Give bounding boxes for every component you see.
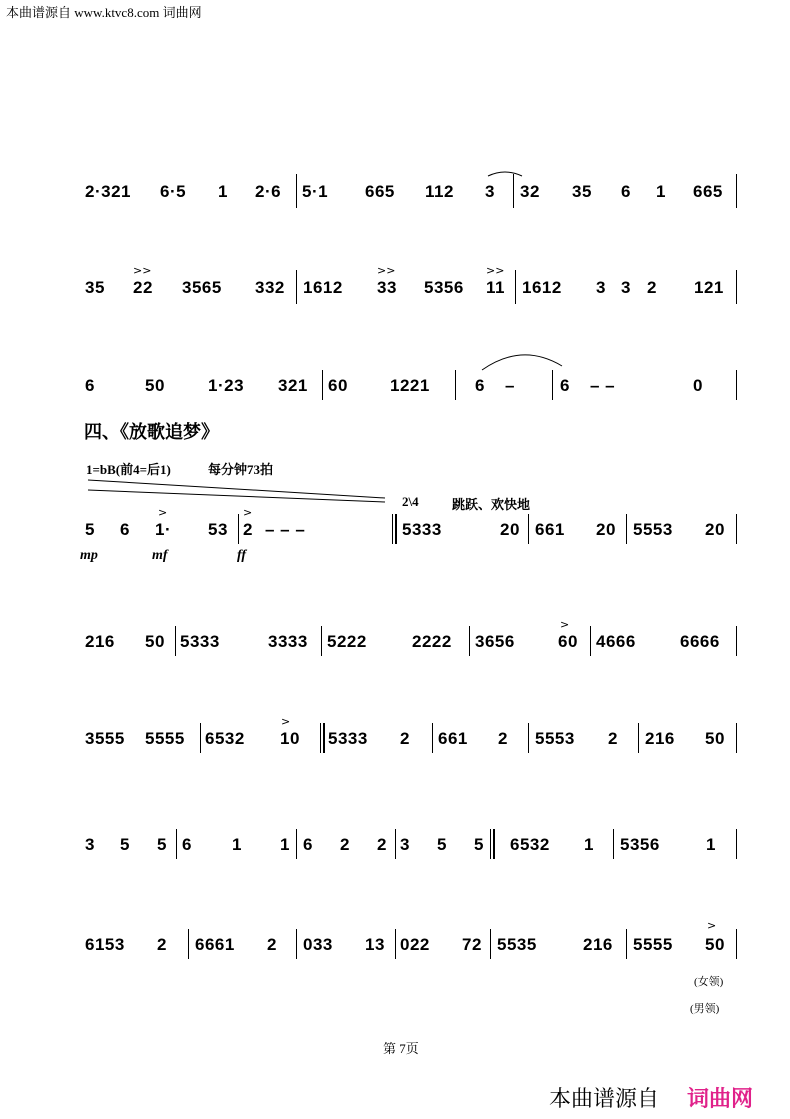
note-group: 20 [500,520,520,539]
note-group: 5 [437,835,447,854]
note-group: 5222 [327,632,367,651]
note-group: 3 [400,835,410,854]
barline [321,626,322,656]
accent-mark: > [560,618,570,631]
note-group: 661 [438,729,468,748]
note-group: 6 [85,376,95,395]
note-group: 50 [705,935,725,954]
note-group: – – [590,376,616,395]
expression-marking: 跳跃、欢快地 [452,497,531,512]
note-group: 72 [462,935,482,954]
note-group: 53 [208,520,228,539]
note-group: 6153 [85,935,125,954]
note-group: 6 [182,835,192,854]
crescendo-line-lower [88,490,385,502]
note-group: 50 [145,632,165,651]
label-male-lead: (男领) [690,1003,720,1015]
note-group: 5 [474,835,484,854]
note-group: 3555 [85,729,125,748]
note-group: 112 [425,182,454,201]
note-group: 2 [400,729,410,748]
note-group: 6532 [205,729,245,748]
repeat-barline [320,723,321,753]
note-group: 11 [486,278,505,297]
note-group: 2 [267,935,277,954]
note-group: 1612 [303,278,343,297]
note-group: 216 [645,729,675,748]
note-group: 6 [475,376,485,395]
note-group: 5555 [633,935,673,954]
page-number: 第 7页 [383,1041,419,1056]
barline [176,829,177,859]
note-group: 5 [120,835,130,854]
barline [590,626,591,656]
note-group: 10 [280,729,300,748]
note-group: 5356 [620,835,660,854]
note-group: 13 [365,935,385,954]
note-group: 32 [520,182,540,201]
note-group: 2 [608,729,618,748]
slur [482,355,562,370]
note-group: 3565 [182,278,222,297]
note-group: 6 [560,376,570,395]
note-group: 35 [85,278,105,297]
note-group: 4666 [596,632,636,651]
note-group: 3656 [475,632,515,651]
note-group: 216 [85,632,115,651]
note-group: 20 [705,520,725,539]
dynamic-mp: mp [80,548,98,563]
note-group: – [505,376,515,395]
note-group: 6 [621,182,631,201]
section-title: 四、《放歌追梦》 [84,422,219,442]
note-group: 1· [155,520,172,539]
barline [626,514,627,544]
note-group: 5333 [180,632,220,651]
note-group: 6532 [510,835,550,854]
note-group: 5535 [497,935,537,954]
note-group: 5 [85,520,95,539]
note-group: 5553 [633,520,673,539]
note-group: 216 [583,935,613,954]
note-group: 5·1 [302,182,329,201]
note-group: 3 [621,278,631,297]
barline [736,723,737,753]
note-group: 2 [157,935,167,954]
note-group: 1 [584,835,594,854]
time-signature: 2\4 [402,494,419,509]
note-group: 33 [377,278,397,297]
crescendo-line-upper [88,480,385,498]
repeat-barline-thick [323,723,325,753]
note-group: 5356 [424,278,464,297]
note-group: 2 [498,729,508,748]
barline [432,723,433,753]
barline [528,723,529,753]
note-group: 1·23 [208,376,245,395]
barline [736,929,737,959]
footer-logo: 词曲网 [687,1086,754,1111]
repeat-barline [392,514,393,544]
note-group: 60 [558,632,578,651]
note-group: 6661 [195,935,235,954]
note-group: 3 [596,278,606,297]
barline [613,829,614,859]
accent-mark: > [281,715,291,728]
note-group: 1612 [522,278,562,297]
tempo-marking: 每分钟73拍 [208,462,274,477]
note-group: 661 [535,520,565,539]
note-group: 1 [656,182,666,201]
note-group: 1 [280,835,290,854]
accent-mark: >> [486,264,505,277]
note-group: 1 [218,182,228,201]
note-group: 50 [145,376,165,395]
note-group: 2 [340,835,350,854]
note-group: – – – [265,520,306,539]
accent-mark: > [158,506,168,519]
note-group: 3 [85,835,95,854]
note-group: 20 [596,520,616,539]
note-group: 3 [485,182,495,201]
note-group: 50 [705,729,725,748]
note-group: 5333 [328,729,368,748]
accent-mark: > [243,506,253,519]
note-group: 3333 [268,632,308,651]
note-group: 022 [400,935,430,954]
label-female-lead: (女领) [694,976,724,988]
note-group: 665 [693,182,723,201]
header-source: 本曲谱源自 www.ktvc8.com 词曲网 [6,5,202,20]
note-group: 6·5 [160,182,187,201]
note-group: 0 [693,376,703,395]
note-group: 2 [377,835,387,854]
barline [638,723,639,753]
note-group: 1 [706,835,716,854]
repeat-barline-thick [493,829,495,859]
dynamic-mf: mf [152,548,168,563]
accent-mark: > [707,919,717,932]
barline [175,626,176,656]
barline [490,929,491,959]
accent-mark: >> [133,264,152,277]
note-group: 35 [572,182,592,201]
note-group: 22 [133,278,153,297]
note-group: 5553 [535,729,575,748]
barline [528,514,529,544]
barline [188,929,189,959]
note-group: 033 [303,935,333,954]
note-group: 5 [157,835,167,854]
note-group: 2222 [412,632,452,651]
note-group: 121 [694,278,724,297]
note-group: 6666 [680,632,720,651]
note-group: 5333 [402,520,442,539]
note-group: 332 [255,278,285,297]
barline [736,514,737,544]
barline [296,929,297,959]
slur [488,172,522,176]
barline [395,829,396,859]
key-signature: 1=bB(前4=后1) [86,462,171,477]
barline [200,723,201,753]
barline [296,829,297,859]
barline [626,929,627,959]
barline [469,626,470,656]
note-group: 5555 [145,729,185,748]
barline [395,929,396,959]
note-group: 2·321 [85,182,131,201]
barline [238,514,239,544]
note-group: 6 [120,520,130,539]
note-group: 1221 [390,376,430,395]
barline [736,829,737,859]
note-group: 665 [365,182,395,201]
note-group: 1 [232,835,242,854]
dynamic-ff: ff [237,548,247,563]
note-group: 321 [278,376,308,395]
note-group: 2 [647,278,657,297]
accent-mark: >> [377,264,396,277]
note-group: 2·6 [255,182,282,201]
repeat-barline-thick [395,514,397,544]
note-group: 60 [328,376,348,395]
note-group: 6 [303,835,313,854]
barline [736,626,737,656]
repeat-barline [490,829,491,859]
note-group: 2 [243,520,253,539]
footer-source: 本曲谱源自 [549,1086,660,1111]
